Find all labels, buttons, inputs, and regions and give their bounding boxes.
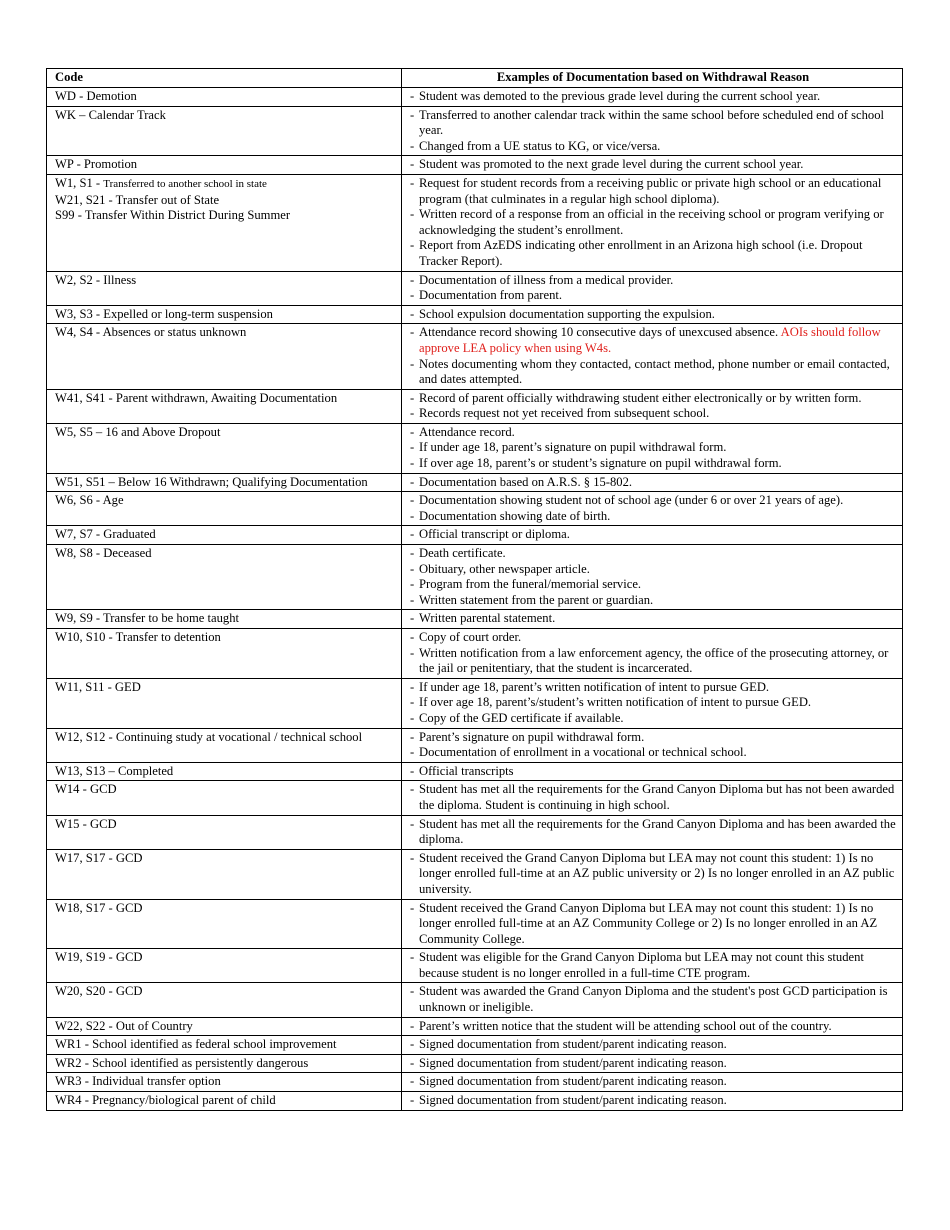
documentation-cell — [402, 1054, 903, 1073]
withdrawal-code-line: W14 - GCD — [55, 782, 117, 797]
withdrawal-code-cell — [47, 728, 402, 762]
documentation-item — [410, 646, 896, 677]
table-row — [47, 1054, 903, 1073]
documentation-list — [410, 730, 896, 761]
documentation-item — [410, 493, 896, 509]
documentation-item-text: Student was awarded the Grand Canyon Diploma and the student's post GCD participation is unknown or ineligible. — [419, 984, 888, 1015]
documentation-cell — [402, 156, 903, 175]
documentation-item-text: If under age 18, parent’s signature on pupil withdrawal form. — [419, 440, 727, 455]
table-row — [47, 781, 903, 815]
table-row — [47, 1017, 903, 1036]
documentation-item-text: Student was eligible for the Grand Canyon Diploma but LEA may not count this student because student is no longer enrolled in a full-time CTE program. — [419, 950, 864, 980]
documentation-cell — [402, 492, 903, 526]
documentation-item — [410, 238, 896, 269]
documentation-item — [410, 440, 896, 456]
documentation-item-text: Parent’s written notice that the student will be attending school out of the country. — [419, 1018, 832, 1033]
documentation-item-text: If over age 18, parent’s or student’s signature on pupil withdrawal form. — [419, 456, 782, 471]
table-row — [47, 762, 903, 781]
withdrawal-code-cell — [47, 324, 402, 389]
documentation-item — [410, 89, 896, 105]
documentation-item — [410, 730, 896, 746]
documentation-item-text: Official transcripts — [419, 763, 514, 778]
documentation-cell — [402, 174, 903, 271]
documentation-cell — [402, 545, 903, 610]
code-column-header: Code — [47, 69, 402, 88]
documentation-item-text: Documentation of illness from a medical provider. — [419, 272, 674, 287]
documentation-item-text: Parent’s signature on pupil withdrawal form. — [419, 729, 645, 744]
documentation-list — [410, 273, 896, 304]
withdrawal-code-cell — [47, 762, 402, 781]
withdrawal-code-line: W18, S17 - GCD — [55, 900, 143, 915]
documentation-item-text: Copy of court order. — [419, 630, 522, 644]
table-row — [47, 1092, 903, 1111]
documentation-item — [410, 901, 896, 948]
documentation-cell — [402, 1017, 903, 1036]
documentation-item — [410, 207, 896, 238]
table-body — [47, 88, 903, 1111]
documentation-item — [410, 527, 896, 543]
table-row — [47, 629, 903, 679]
documentation-item-text: Signed documentation from student/parent indicating reason. — [419, 1093, 727, 1108]
table-header-row — [47, 69, 903, 88]
withdrawal-code-line: WR4 - Pregnancy/biological parent of child — [55, 1093, 276, 1108]
documentation-item-text: Program from the funeral/memorial service. — [419, 577, 642, 592]
documentation-item — [410, 593, 896, 609]
documentation-item — [410, 1056, 896, 1072]
withdrawal-code-cell — [47, 492, 402, 526]
documentation-item — [410, 577, 896, 593]
withdrawal-code-line: W3, S3 - Expelled or long-term suspension — [55, 306, 273, 321]
documentation-item-text: Student has met all the requirements for the Grand Canyon Diploma and has been awarded the diploma. — [419, 816, 896, 847]
withdrawal-code-line: S99 - Transfer Within District During Summer — [55, 208, 291, 223]
withdrawal-code-cell — [47, 899, 402, 949]
documentation-list — [410, 851, 896, 898]
documentation-item — [410, 288, 896, 304]
documentation-list — [410, 984, 896, 1015]
table-row — [47, 1036, 903, 1055]
documentation-item-text: Written parental statement. — [419, 611, 556, 626]
documentation-cell — [402, 781, 903, 815]
table-row — [47, 526, 903, 545]
documentation-item — [410, 456, 896, 472]
documentation-item — [410, 176, 896, 207]
documentation-item-text: Copy of the GED certificate if available. — [419, 710, 624, 725]
withdrawal-code-line: W21, S21 - Transfer out of State — [55, 192, 220, 207]
documentation-cell — [402, 610, 903, 629]
withdrawal-code-cell — [47, 1073, 402, 1092]
documentation-list — [410, 1037, 896, 1053]
table-row — [47, 545, 903, 610]
documentation-list — [410, 527, 896, 543]
documentation-item — [410, 1019, 896, 1035]
documentation-item — [410, 764, 896, 780]
documentation-item-text: Written statement from the parent or guardian. — [419, 592, 654, 607]
withdrawal-code-line — [55, 176, 395, 193]
table-row — [47, 678, 903, 728]
documentation-item-text: If under age 18, parent’s written notification of intent to pursue GED. — [419, 679, 770, 694]
documentation-item-text: Signed documentation from student/parent indicating reason. — [419, 1055, 727, 1070]
documentation-item-text: Student received the Grand Canyon Diploma but LEA may not count this student: 1) Is no longer enrolled full-time at an AZ public university or 2) Is no longer enrolled in an AZ public university. — [419, 850, 895, 896]
documentation-cell — [402, 106, 903, 156]
documentation-cell — [402, 815, 903, 849]
documentation-cell — [402, 389, 903, 423]
documentation-item — [410, 406, 896, 422]
documentation-item-text: Changed from a UE status to KG, or vice/versa. — [419, 138, 661, 153]
documentation-item-text: School expulsion documentation supporting the expulsion. — [419, 306, 715, 321]
withdrawal-code-cell — [47, 271, 402, 305]
documentation-item-text: Documentation of enrollment in a vocational or technical school. — [419, 745, 747, 760]
documentation-list — [410, 1093, 896, 1109]
withdrawal-code-line: W9, S9 - Transfer to be home taught — [55, 611, 239, 626]
table-row — [47, 106, 903, 156]
documentation-item-text: Documentation showing student not of school age (under 6 or over 21 years of age). — [419, 493, 844, 508]
documentation-item-text: Records request not yet received from subsequent school. — [419, 406, 710, 421]
documentation-list — [410, 425, 896, 472]
withdrawal-code-line: W51, S51 – Below 16 Withdrawn; Qualifying Documentation — [55, 474, 368, 489]
documentation-item-text: Signed documentation from student/parent indicating reason. — [419, 1037, 727, 1052]
documentation-item — [410, 139, 896, 155]
documentation-list — [410, 325, 896, 387]
withdrawal-code-cell — [47, 678, 402, 728]
withdrawal-code-cell — [47, 174, 402, 271]
withdrawal-code-cell — [47, 610, 402, 629]
documentation-cell — [402, 678, 903, 728]
documentation-list — [410, 176, 896, 270]
documentation-cell — [402, 305, 903, 324]
withdrawal-code-line: WD - Demotion — [55, 89, 137, 103]
documentation-item — [410, 425, 896, 441]
documentation-cell — [402, 324, 903, 389]
documentation-list — [410, 950, 896, 981]
withdrawal-code-line: W19, S19 - GCD — [55, 950, 143, 965]
table-row — [47, 389, 903, 423]
withdrawal-code-line: W15 - GCD — [55, 816, 117, 831]
documentation-cell — [402, 849, 903, 899]
documentation-list — [410, 108, 896, 155]
documentation-item-text: Written notification from a law enforcement agency, the office of the prosecuting attorney, or the jail or penitentiary, that the student is incarcerated. — [419, 645, 889, 676]
documentation-list — [410, 817, 896, 848]
documentation-item — [410, 391, 896, 407]
documentation-list — [410, 475, 896, 491]
documentation-item-text: Documentation based on A.R.S. § 15-802. — [419, 474, 633, 489]
withdrawal-code-line: W4, S4 - Absences or status unknown — [55, 325, 247, 340]
documentation-list — [410, 1056, 896, 1072]
table-row — [47, 305, 903, 324]
documentation-item-text: Written record of a response from an official in the receiving school or program verifying or acknowledging the student’s enrollment. — [419, 207, 884, 237]
table-row — [47, 728, 903, 762]
table-row — [47, 271, 903, 305]
documentation-item — [410, 1074, 896, 1090]
withdrawal-code-line: W41, S41 - Parent withdrawn, Awaiting Documentation — [55, 390, 338, 405]
documentation-item — [410, 357, 896, 388]
table-row — [47, 949, 903, 983]
withdrawal-code-cell — [47, 983, 402, 1017]
documentation-cell — [402, 983, 903, 1017]
documentation-cell — [402, 1073, 903, 1092]
documentation-item — [410, 611, 896, 627]
documentation-list — [410, 157, 896, 173]
documentation-list — [410, 764, 896, 780]
documentation-list — [410, 1019, 896, 1035]
documentation-list — [410, 307, 896, 323]
documentation-item-text: Student was promoted to the next grade level during the current school year. — [419, 157, 804, 172]
documentation-list — [410, 630, 896, 677]
withdrawal-code-cell — [47, 781, 402, 815]
documentation-cell — [402, 88, 903, 107]
withdrawal-code-cell — [47, 423, 402, 473]
documentation-item-text: Student has met all the requirements for the Grand Canyon Diploma but has not been awarded the diploma. Student is continuing in high school. — [419, 782, 895, 812]
withdrawal-code-line: W20, S20 - GCD — [55, 984, 143, 999]
table-row — [47, 849, 903, 899]
documentation-item-text: Student received the Grand Canyon Diploma but LEA may not count this student: 1) Is no longer enrolled full-time at an AZ Community College or 2) Is no longer enrolled in an AZ Community College. — [419, 900, 878, 946]
documentation-item-text: Signed documentation from student/parent indicating reason. — [419, 1074, 727, 1089]
withdrawal-code-line: W6, S6 - Age — [55, 493, 124, 508]
documentation-cell — [402, 473, 903, 492]
documentation-list — [410, 546, 896, 608]
withdrawal-code-line: W13, S13 – Completed — [55, 763, 174, 778]
documentation-item-text: Death certificate. — [419, 546, 506, 561]
withdrawal-code-line: W2, S2 - Illness — [55, 272, 137, 287]
table-row — [47, 174, 903, 271]
withdrawal-code-cell — [47, 473, 402, 492]
documentation-item — [410, 307, 896, 323]
withdrawal-code-line: WR1 - School identified as federal school improvement — [55, 1037, 337, 1052]
policy-note: AOIs should follow approve LEA policy when using W4s. — [419, 325, 881, 355]
withdrawal-code-line: W10, S10 - Transfer to detention — [55, 630, 221, 644]
documentation-list — [410, 901, 896, 948]
documentation-cell — [402, 728, 903, 762]
table-row — [47, 156, 903, 175]
documentation-item-text: Request for student records from a receiving public or private high school or an educational program (that culminates in a regular high school diploma). — [419, 175, 882, 206]
documentation-item — [410, 562, 896, 578]
withdrawal-code-cell — [47, 815, 402, 849]
documentation-cell — [402, 526, 903, 545]
documentation-item — [410, 475, 896, 491]
documentation-item — [410, 157, 896, 173]
withdrawal-code-line: W8, S8 - Deceased — [55, 546, 152, 561]
withdrawal-code-description: Transferred to another school in state — [103, 177, 267, 190]
withdrawal-code-cell — [47, 526, 402, 545]
documentation-item-text: Transferred to another calendar track within the same school before scheduled end of school year. — [419, 107, 884, 138]
withdrawal-code-cell — [47, 849, 402, 899]
table-row — [47, 324, 903, 389]
table-row — [47, 88, 903, 107]
withdrawal-code-line: W22, S22 - Out of Country — [55, 1018, 193, 1033]
documentation-list — [410, 611, 896, 627]
documentation-item — [410, 108, 896, 139]
documentation-item-text: Obituary, other newspaper article. — [419, 561, 590, 576]
documentation-item-text: Student was demoted to the previous grade level during the current school year. — [419, 89, 821, 103]
documentation-item — [410, 273, 896, 289]
table-row — [47, 815, 903, 849]
documentation-item — [410, 546, 896, 562]
table-row — [47, 899, 903, 949]
withdrawal-documentation-table — [46, 68, 903, 1111]
documentation-item-text: If over age 18, parent’s/student’s written notification of intent to pursue GED. — [419, 695, 812, 710]
documentation-cell — [402, 271, 903, 305]
withdrawal-code-line: W5, S5 – 16 and Above Dropout — [55, 424, 221, 439]
withdrawal-code-cell — [47, 949, 402, 983]
withdrawal-code-cell — [47, 629, 402, 679]
documentation-item — [410, 1037, 896, 1053]
withdrawal-code-cell — [47, 1036, 402, 1055]
documentation-item — [410, 782, 896, 813]
withdrawal-code-cell — [47, 88, 402, 107]
withdrawal-code-cell — [47, 1017, 402, 1036]
documentation-item — [410, 1093, 896, 1109]
documentation-item — [410, 695, 896, 711]
documentation-item — [410, 630, 896, 646]
documentation-cell — [402, 1092, 903, 1111]
withdrawal-code-line: W17, S17 - GCD — [55, 850, 143, 865]
documentation-item-text: Record of parent officially withdrawing student either electronically or by written form. — [419, 390, 862, 405]
documentation-list — [410, 89, 896, 105]
withdrawal-code-line: WK – Calendar Track — [55, 107, 166, 122]
documentation-item-text: Documentation showing date of birth. — [419, 508, 611, 523]
table-row — [47, 473, 903, 492]
documentation-item — [410, 680, 896, 696]
documentation-item-text: Notes documenting whom they contacted, contact method, phone number or email contacted, and dates attempted. — [419, 356, 890, 387]
documentation-item — [410, 325, 896, 356]
documentation-list — [410, 1074, 896, 1090]
withdrawal-code-cell — [47, 1054, 402, 1073]
withdrawal-code-cell — [47, 389, 402, 423]
documentation-list — [410, 493, 896, 524]
documentation-item-text: Official transcript or diploma. — [419, 527, 570, 542]
documentation-item — [410, 711, 896, 727]
documentation-item — [410, 984, 896, 1015]
documentation-cell — [402, 423, 903, 473]
withdrawal-code-cell — [47, 156, 402, 175]
documentation-item — [410, 817, 896, 848]
documentation-cell — [402, 1036, 903, 1055]
withdrawal-code-line: W11, S11 - GED — [55, 679, 141, 694]
documentation-item-text: Documentation from parent. — [419, 288, 563, 303]
withdrawal-code-line: W12, S12 - Continuing study at vocational / technical school — [55, 729, 363, 744]
withdrawal-code-prefix: W1, S1 - — [55, 175, 104, 190]
withdrawal-code-line: WR3 - Individual transfer option — [55, 1074, 221, 1089]
documentation-list — [410, 680, 896, 727]
table-row — [47, 423, 903, 473]
withdrawal-code-cell — [47, 305, 402, 324]
documentation-cell — [402, 629, 903, 679]
table-row — [47, 983, 903, 1017]
documentation-item-text: Report from AzEDS indicating other enrollment in an Arizona high school (i.e. Dropout Tracker Report). — [419, 238, 863, 268]
documentation-item-text: Attendance record. — [419, 424, 515, 439]
documentation-cell — [402, 949, 903, 983]
documentation-column-header: Examples of Documentation based on Withdrawal Reason — [402, 69, 903, 88]
documentation-cell — [402, 899, 903, 949]
documentation-item — [410, 950, 896, 981]
withdrawal-code-line: WP - Promotion — [55, 157, 138, 172]
documentation-cell — [402, 762, 903, 781]
table-row — [47, 492, 903, 526]
documentation-item — [410, 851, 896, 898]
withdrawal-code-cell — [47, 106, 402, 156]
table-row — [47, 610, 903, 629]
documentation-item-text: Attendance record showing 10 consecutive days of unexcused absence. — [419, 325, 779, 340]
withdrawal-code-cell — [47, 1092, 402, 1111]
documentation-item — [410, 745, 896, 761]
documentation-list — [410, 391, 896, 422]
documentation-item — [410, 509, 896, 525]
withdrawal-code-line: WR2 - School identified as persistently dangerous — [55, 1055, 309, 1070]
table-row — [47, 1073, 903, 1092]
withdrawal-code-line: W7, S7 - Graduated — [55, 527, 156, 542]
withdrawal-code-cell — [47, 545, 402, 610]
documentation-list — [410, 782, 896, 813]
